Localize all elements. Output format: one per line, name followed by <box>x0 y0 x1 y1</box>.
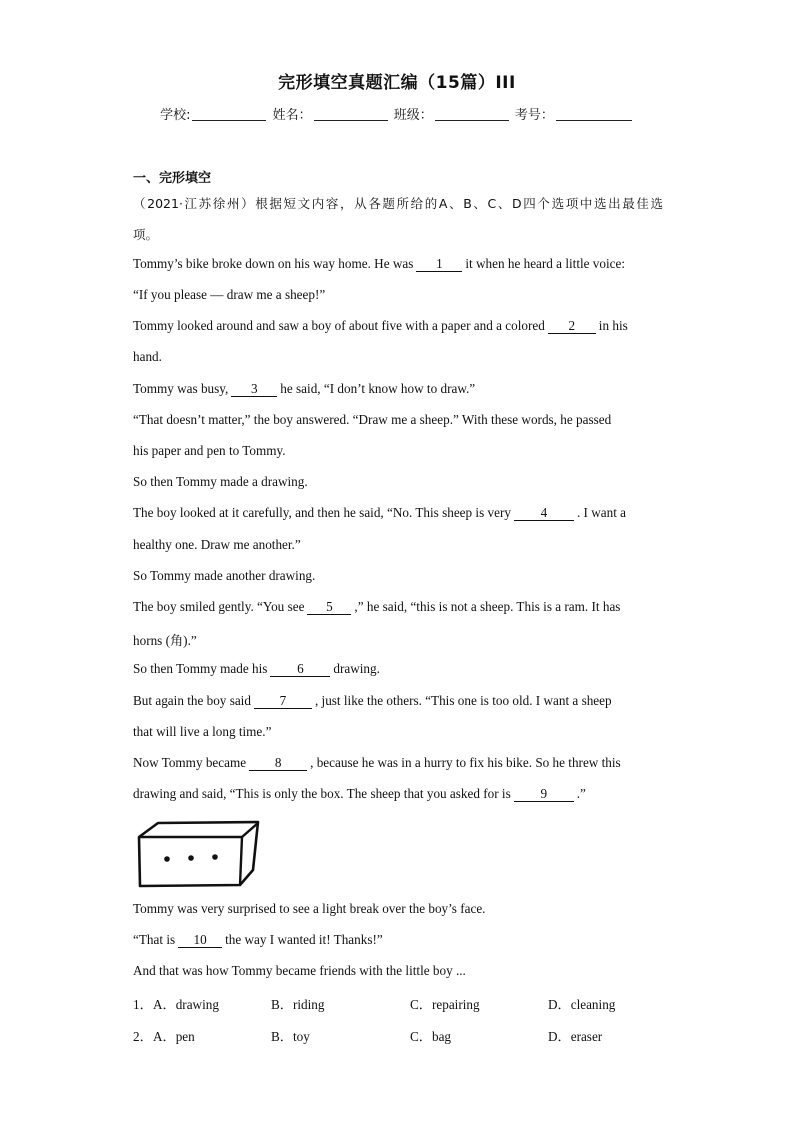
student-info-row <box>0 104 794 123</box>
passage-line: The boy smiled gently. “You see 5 ,” he said, “this is not a sheep. This is a ram. It has <box>133 599 621 614</box>
blank-3[interactable]: 3 <box>231 382 277 397</box>
page-title: 完形填空真题汇编（15篇）III <box>278 73 516 93</box>
option-d[interactable]: D．cleaning <box>548 997 616 1012</box>
name-label: 姓名： <box>272 108 312 123</box>
passage-line: Tommy was busy, 3 he said, “I don’t know how to draw.” <box>133 381 476 396</box>
exam-no-field[interactable] <box>556 108 632 121</box>
passage-line: So then Tommy made a drawing. <box>133 474 308 489</box>
passage-line: So Tommy made another drawing. <box>133 568 316 583</box>
passage-line: So then Tommy made his 6 drawing. <box>133 661 380 676</box>
blank-4[interactable]: 4 <box>514 506 574 521</box>
passage-line: But again the boy said 7 , just like the others. “This one is too old. I want a sheep <box>133 693 612 708</box>
blank-5[interactable]: 5 <box>307 600 351 615</box>
blank-8[interactable]: 8 <box>249 756 307 771</box>
option-d[interactable]: D．eraser <box>548 1029 603 1044</box>
blank-7[interactable]: 7 <box>254 694 312 709</box>
passage-line: his paper and pen to Tommy. <box>133 443 286 458</box>
box-drawing <box>136 818 262 890</box>
blank-6[interactable]: 6 <box>270 662 330 677</box>
intro-line: 项。 <box>133 227 159 242</box>
school-label: 学校: <box>160 108 191 123</box>
passage-line: The boy looked at it carefully, and then he said, “No. This sheep is very 4 . I want a <box>133 505 627 520</box>
exam-no-label: 考号： <box>514 108 554 123</box>
passage-line: hand. <box>133 349 162 364</box>
passage-line: Now Tommy became 8 , because he was in a hurry to fix his bike. So he threw this <box>133 755 621 770</box>
blank-2[interactable]: 2 <box>548 319 596 334</box>
passage-line: that will live a long time.” <box>133 724 272 739</box>
question-row <box>133 1026 663 1046</box>
option-c[interactable]: C．bag <box>410 1029 452 1044</box>
passage-line: healthy one. Draw me another.” <box>133 537 301 552</box>
option-b[interactable]: B．riding <box>271 997 325 1012</box>
question-number: 2． <box>133 1029 153 1044</box>
passage-line: Tommy looked around and saw a boy of about five with a paper and a colored 2 in his <box>133 318 628 333</box>
passage-line: horns (角).” <box>133 633 197 648</box>
blank-10[interactable]: 10 <box>178 933 222 948</box>
question-row <box>133 994 663 1014</box>
class-label: 班级： <box>393 108 433 123</box>
passage-line: And that was how Tommy became friends with the little boy ... <box>133 963 466 978</box>
question-number: 1． <box>133 997 153 1012</box>
passage-line: drawing and said, “This is only the box. The sheep that you asked for is 9 .” <box>133 786 586 801</box>
passage-line: Tommy’s bike broke down on his way home. He was 1 it when he heard a little voice: <box>133 256 626 271</box>
intro-line: （2021·江苏徐州）根据短文内容，从各题所给的A、B、C、D四个选项中选出最佳选 <box>133 196 663 211</box>
name-field[interactable] <box>314 108 388 121</box>
blank-9[interactable]: 9 <box>514 787 574 802</box>
blank-1[interactable]: 1 <box>416 257 462 272</box>
passage-line: “If you please — draw me a sheep!” <box>133 287 326 302</box>
section-title: 一、完形填空 <box>133 171 212 186</box>
option-b[interactable]: B．toy <box>271 1029 310 1044</box>
school-field[interactable] <box>192 108 266 121</box>
option-c[interactable]: C．repairing <box>410 997 480 1012</box>
option-a[interactable]: A．pen <box>153 1029 195 1044</box>
passage-line: “That doesn’t matter,” the boy answered. “Draw me a sheep.” With these words, he passed <box>133 412 612 427</box>
passage-line: “That is 10 the way I wanted it! Thanks!” <box>133 932 383 947</box>
option-a[interactable]: A．drawing <box>153 997 219 1012</box>
passage-line: Tommy was very surprised to see a light break over the boy’s face. <box>133 901 486 916</box>
class-field[interactable] <box>435 108 509 121</box>
